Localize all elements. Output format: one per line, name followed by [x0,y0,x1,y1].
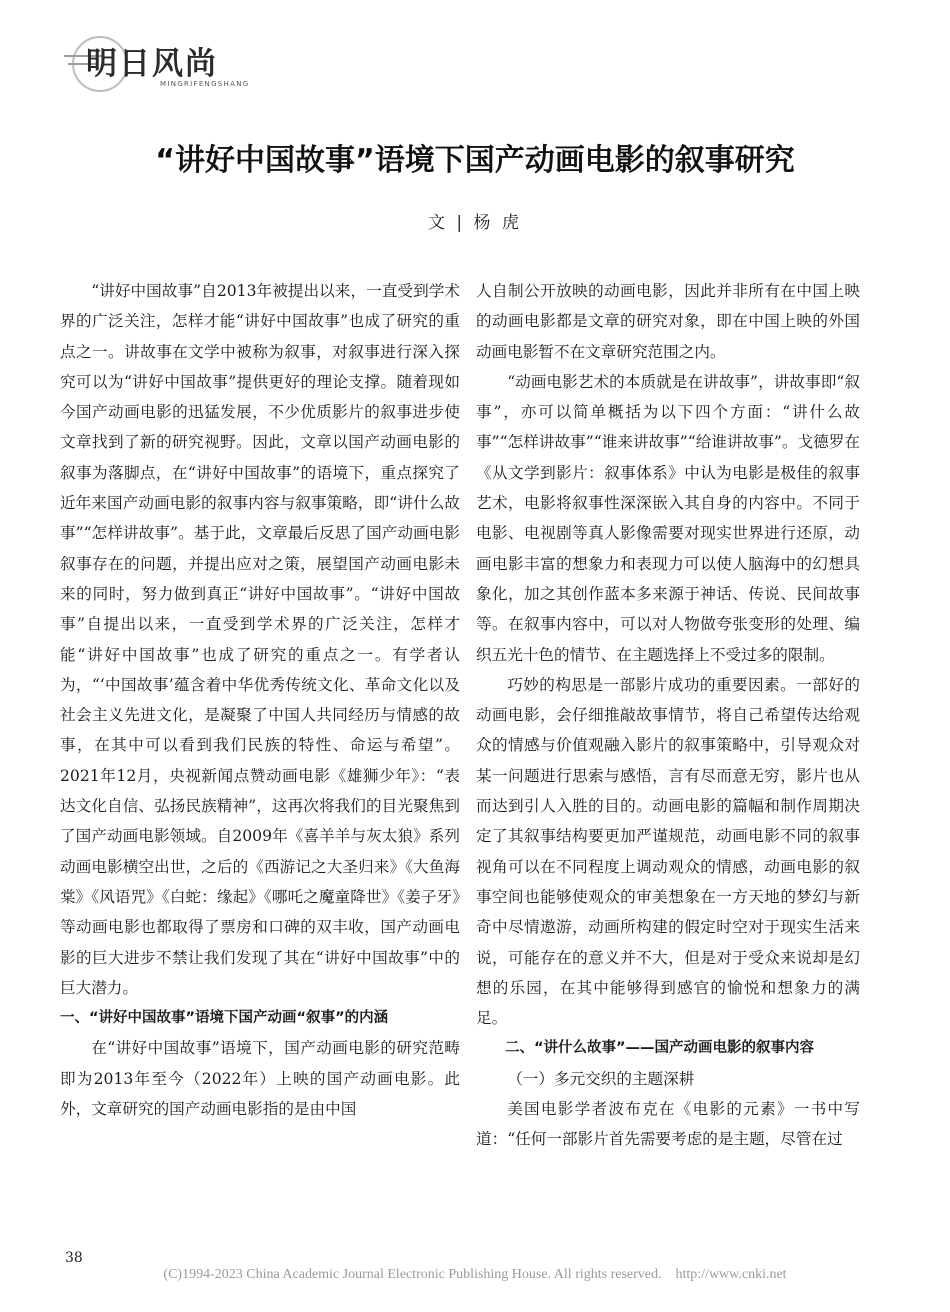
left-column [60,276,460,1124]
copyright-footer: (C)1994-2023 China Academic Journal Electronic Publishing House. All rights reserved. http://www.cnki.net [163,1267,787,1282]
article-title: “讲好中国故事”语境下国产动画电影的叙事研究 [155,143,795,178]
paragraph: 美国电影学者波布克在《电影的元素》一书中写道：“任何一部影片首先需要考虑的是主题，尽管在过 [476,1100,860,1149]
page-number: 38 [65,1250,83,1266]
paragraph: 人自制公开放映的动画电影，因此并非所有在中国上映的动画电影都是文章的研究对象，即在中国上映的外国动画电影暂不在文章研究范围之内。 [476,282,860,361]
paragraph: 巧妙的构思是一部影片成功的重要因素。一部好的动画电影，会仔细推敲故事情节，将自己希望传达给观众的情感与价值观融入影片的叙事策略中，引导观众对某一问题进行思索与感悟，言有尽而意无穷，影片也从而达到引人入胜的目的。动画电影的篇幅和制作周期决定了其叙事结构要更加严谨规范，动画电影不同的叙事视角可以在不同程度上调动观众的情感，动画电影的叙事空间也能够使观众的审美想象在一方天地的梦幻与新奇中尽情遨游，动画所构建的假定时空对于现实生活来说，可能存在的意义并不大，但是对于受众来说却是幻想的乐园，在其中能够得到感官的愉悦和想象力的满足。 [476,675,860,1028]
author-byline: 文 | 杨 虎 [428,213,522,233]
logo-subtitle: MINGRIFENGSHANG [160,80,250,88]
section-heading: 一、“讲好中国故事”语境下国产动画“叙事”的内涵 [60,1010,389,1027]
section-heading: 二、“讲什么故事”——国产动画电影的叙事内容 [505,1040,815,1057]
paragraph: “动画电影艺术的本质就是在讲故事”，讲故事即“叙事”，亦可以简单概括为以下四个方面：“讲什么故事”“怎样讲故事”“谁来讲故事”“给谁讲故事”。戈德罗在《从文学到影片：叙事体系》中认为电影是极佳的叙事艺术，电影将叙事性深深嵌入其自身的内容中。不同于电影、电视剧等真人影像需要对现实世界进行还原，动画电影丰富的想象力和表现力可以使人脑海中的幻想具象化，加之其创作蓝本多来源于神话、传说、民间故事等。在叙事内容中，可以对人物做夸张变形的处理、编织五光十色的情节、在主题选择上不受过多的限制。 [476,372,860,664]
subsection-heading: （一）多元交织的主题深耕 [507,1069,695,1088]
journal-logo [64,30,264,94]
logo-text: 明日风尚 [86,46,218,82]
right-column [476,276,860,1155]
paragraph: “讲好中国故事”自2013年被提出以来，一直受到学术界的广泛关注，怎样才能“讲好中国故事”也成了研究的重点之一。讲故事在文学中被称为叙事，对叙事进行深入探究可以为“讲好中国故事”提供更好的理论支撑。随着现如今国产动画电影的迅猛发展，不少优质影片的叙事进步使文章找到了新的研究视野。因此，文章以国产动画电影的叙事为落脚点，在“讲好中国故事”的语境下，重点探究了近年来国产动画电影的叙事内容与叙事策略，即“讲什么故事”“怎样讲故事”。基于此，文章最后反思了国产动画电影叙事存在的问题，并提出应对之策，展望国产动画电影未来的同时，努力做到真正“讲好中国故事”。“讲好中国故事”自提出以来，一直受到学术界的广泛关注，怎样才能“讲好中国故事”也成了研究的重点之一。有学者认为，“‘中国故事’蕴含着中华优秀传统文化、革命文化以及社会主义先进文化，是凝聚了中国人共同经历与情感的故事，在其中可以看到我们民族的特性、命运与希望”。2021年12月，央视新闻点赞动画电影《雄狮少年》：“表达文化自信、弘扬民族精神”，这再次将我们的目光聚焦到了国产动画电影领域。自2009年《喜羊羊与灰太狼》系列动画电影横空出世，之后的《西游记之大圣归来》《大鱼海棠》《风语咒》《白蛇：缘起》《哪吒之魔童降世》《姜子牙》等动画电影也都取得了票房和口碑的双丰收，国产动画电影的巨大进步不禁让我们发现了其在“讲好中国故事”中的巨大潜力。 [60,282,460,997]
paragraph: 在“讲好中国故事”语境下，国产动画电影的研究范畴即为2013年至今（2022年）上映的国产动画电影。此外，文章研究的国产动画电影指的是由中国 [60,1039,460,1119]
